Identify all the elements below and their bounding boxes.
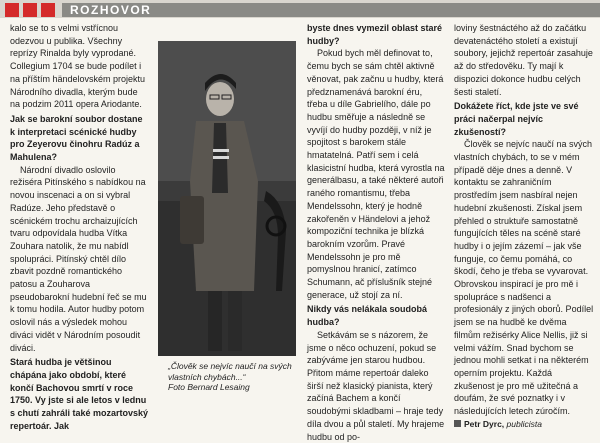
caption-quote: „Člověk se nejvíc naučí na svých vlastních chybách...“ bbox=[168, 361, 292, 382]
paragraph: Setkávám se s názorem, že jsme o něco ochuzení, pokud se zabýváme jen starou hudbou. Přitom máme repertoár daleko širší než klasický pianista, který začíná Bachem a končí soudobými skladbami – hraje tedy díla dvou a půl staletí. My hrajeme hudbu od po- bbox=[307, 329, 445, 442]
question: Dokážete říct, kde jste ve své práci načerpal nejvíc zkušeností? bbox=[454, 101, 579, 137]
author-name: Petr Dyrc, bbox=[464, 418, 505, 429]
question: byste dnes vymezil oblast staré hudby? bbox=[307, 23, 443, 46]
article-column-1 bbox=[10, 22, 150, 433]
question: Jak se barokní soubor dostane k interpretaci scénické hudby pro Zeyerovu činohru Radúz a Mahulena? bbox=[10, 113, 143, 163]
red-square-icon bbox=[23, 3, 37, 17]
red-square-icon bbox=[5, 3, 19, 17]
section-title: ROZHOVOR bbox=[70, 3, 152, 17]
caption-credit: Foto Bernard Lesaing bbox=[168, 382, 250, 392]
paragraph: kalo se to s velmi vstřícnou odezvou u publika. Všechny reprízy Rinalda byly vyprodané. Collegium 1704 se bude podílet i na příštím händelovském projektu Národního divadla, kterým bude na podzim 2011 opera Ariodante. bbox=[10, 23, 146, 110]
portrait-illustration bbox=[158, 41, 296, 356]
paragraph: Národní divadlo oslovilo režiséra Pitínského s nabídkou na novou inscenaci a on si vybral Radúze. Jeho představě o scénickém trochu archaizujících tvaru odpovídala hudba Vítka Zouhara natolik, že mu nabídl spolupráci. Pitínský chtěl dílo zbavit pozdně romantického patosu a Zouharova pseudobarokní hudební řeč se mu k tomu hodila. Autor hudby potom oslovil nás a výsledek mohou diváci vidět v Národním posoudit diváci. bbox=[10, 164, 147, 353]
article-column-4 bbox=[454, 22, 594, 431]
paragraph: Pokud bych měl definovat to, čemu bych se sám chtěl aktivně věnovat, pak začnu u hudby, která předznamenává barokní éru, třeba u díle Gabrielího, dále po hudbu směřuje a následně se vyvíjí do hudby později, v níž je spojitost s barokem stále hmatatelná. Patří sem i celá klasicistní hudba, která vyrostla na generálbasu, a také některé autoři raného romantismu, třeba Mendelssohn, který je hodně zakořeněn v Händelovi a jehož kompoziční technika je blízká barokním vzorům. Pravé Mendelssohn je pro mě pomyslnou hranicí, zatímco Schumann, ač příslušník stejné generace, už stojí za ní. bbox=[307, 48, 445, 300]
paragraph: Člověk se nejvíc naučí na svých vlastních chybách, to se v mém případě děje dnes a denně. V kontaktu se zahraničním prostředím jsem nasbíral nejen hudební zkušenosti. Získal jsem přehled o struktuře samostatně fungujících těles na scéně staré hudby i o jejím zázemí – jak vše funguje, co čemu pomáhá, co škodí, čeho je třeba se vyvarovat. Obrovskou inspirací je pro mě i spolupráce s nadšenci a profesionály z jiných oborů. Podílel jsem se na hudbě ke dvěma filmům režisérky Alice Nellis, již si velmi vážím. Snad bychom se jednou mohli setkat i na některém operním projektu. Každá zkušenost je pro mě užitečná a doufám, že své poznatky i v následujících letech zúročím. bbox=[454, 139, 594, 417]
paragraph: loviny šestnáctého až do začátku devatenáctého století a existují soubory, jejichž repertoár zasahuje až do středověku. Ty mají k dispozici dokonce hudbu celých šesti staletí. bbox=[454, 23, 593, 97]
author-role: publicista bbox=[506, 418, 542, 429]
square-bullet-icon bbox=[454, 420, 461, 427]
portrait-photo bbox=[158, 41, 296, 356]
page-header bbox=[0, 0, 600, 18]
question: Nikdy vás nelákala soudobá hudba? bbox=[307, 304, 428, 328]
question: Stará hudba je většinou chápána jako období, které končí Bachovou smrtí v roce 1750. Vy jste si ale letos v lednu s chutí zahráli také mozartovský repertoár. Jak bbox=[10, 357, 149, 431]
article-column-3 bbox=[307, 22, 445, 443]
author-signature bbox=[454, 418, 594, 431]
red-square-icon bbox=[41, 3, 55, 17]
photo-caption bbox=[168, 361, 298, 393]
